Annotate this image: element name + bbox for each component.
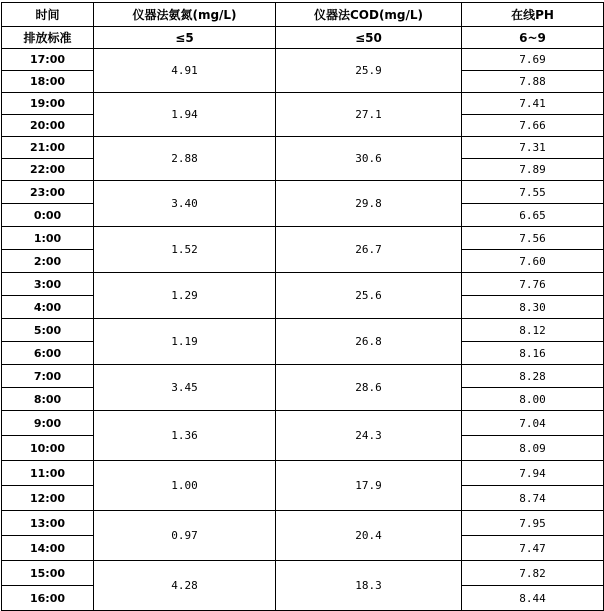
- cod-cell: 25.6: [276, 273, 462, 319]
- time-cell: 21:00: [2, 137, 94, 159]
- standard-ammonia: ≤5: [94, 27, 276, 49]
- ph-cell: 8.30: [462, 296, 604, 319]
- ph-cell: 8.44: [462, 586, 604, 611]
- ph-cell: 7.69: [462, 49, 604, 71]
- time-cell: 2:00: [2, 250, 94, 273]
- ph-cell: 7.89: [462, 159, 604, 181]
- ph-cell: 6.65: [462, 204, 604, 227]
- ammonia-cell: 1.00: [94, 461, 276, 511]
- time-cell: 17:00: [2, 49, 94, 71]
- time-cell: 13:00: [2, 511, 94, 536]
- ph-cell: 7.60: [462, 250, 604, 273]
- ammonia-cell: 3.45: [94, 365, 276, 411]
- ph-cell: 8.09: [462, 436, 604, 461]
- ph-cell: 7.76: [462, 273, 604, 296]
- time-cell: 14:00: [2, 536, 94, 561]
- ammonia-cell: 1.19: [94, 319, 276, 365]
- table-row: [2, 181, 604, 204]
- table-row: [2, 511, 604, 536]
- time-cell: 20:00: [2, 115, 94, 137]
- ph-cell: 8.12: [462, 319, 604, 342]
- time-cell: 22:00: [2, 159, 94, 181]
- time-cell: 4:00: [2, 296, 94, 319]
- time-cell: 1:00: [2, 227, 94, 250]
- table-body: [2, 3, 604, 611]
- ph-cell: 8.28: [462, 365, 604, 388]
- header-cod: 仪器法COD(mg/L): [276, 3, 462, 27]
- table-row: [2, 227, 604, 250]
- ph-cell: 8.16: [462, 342, 604, 365]
- time-cell: 7:00: [2, 365, 94, 388]
- table-row: [2, 93, 604, 115]
- ph-cell: 8.00: [462, 388, 604, 411]
- cod-cell: 20.4: [276, 511, 462, 561]
- time-cell: 6:00: [2, 342, 94, 365]
- ph-cell: 7.66: [462, 115, 604, 137]
- ammonia-cell: 0.97: [94, 511, 276, 561]
- header-ammonia: 仪器法氨氮(mg/L): [94, 3, 276, 27]
- ammonia-cell: 2.88: [94, 137, 276, 181]
- cod-cell: 26.8: [276, 319, 462, 365]
- table-row: [2, 137, 604, 159]
- table-row: [2, 461, 604, 486]
- time-cell: 5:00: [2, 319, 94, 342]
- header-time: 时间: [2, 3, 94, 27]
- ammonia-cell: 1.52: [94, 227, 276, 273]
- time-cell: 16:00: [2, 586, 94, 611]
- ph-cell: 7.55: [462, 181, 604, 204]
- header-ph: 在线PH: [462, 3, 604, 27]
- standard-cod: ≤50: [276, 27, 462, 49]
- table-row: [2, 365, 604, 388]
- time-cell: 3:00: [2, 273, 94, 296]
- ph-cell: 7.47: [462, 536, 604, 561]
- water-quality-table: [1, 2, 604, 611]
- time-cell: 0:00: [2, 204, 94, 227]
- ph-cell: 7.56: [462, 227, 604, 250]
- cod-cell: 28.6: [276, 365, 462, 411]
- time-cell: 15:00: [2, 561, 94, 586]
- table-row: [2, 273, 604, 296]
- ph-cell: 7.82: [462, 561, 604, 586]
- ammonia-cell: 3.40: [94, 181, 276, 227]
- standard-label: 排放标准: [2, 27, 94, 49]
- time-cell: 19:00: [2, 93, 94, 115]
- table-row: [2, 411, 604, 436]
- time-cell: 9:00: [2, 411, 94, 436]
- time-cell: 18:00: [2, 71, 94, 93]
- ammonia-cell: 1.94: [94, 93, 276, 137]
- ammonia-cell: 1.29: [94, 273, 276, 319]
- time-cell: 12:00: [2, 486, 94, 511]
- table-row: [2, 561, 604, 586]
- cod-cell: 27.1: [276, 93, 462, 137]
- ammonia-cell: 4.91: [94, 49, 276, 93]
- time-cell: 10:00: [2, 436, 94, 461]
- time-cell: 23:00: [2, 181, 94, 204]
- standard-row: [2, 27, 604, 49]
- ph-cell: 7.31: [462, 137, 604, 159]
- table-row: [2, 319, 604, 342]
- standard-ph: 6~9: [462, 27, 604, 49]
- ammonia-cell: 1.36: [94, 411, 276, 461]
- time-cell: 11:00: [2, 461, 94, 486]
- ph-cell: 8.74: [462, 486, 604, 511]
- ph-cell: 7.04: [462, 411, 604, 436]
- ph-cell: 7.94: [462, 461, 604, 486]
- time-cell: 8:00: [2, 388, 94, 411]
- ammonia-cell: 4.28: [94, 561, 276, 611]
- cod-cell: 18.3: [276, 561, 462, 611]
- cod-cell: 29.8: [276, 181, 462, 227]
- ph-cell: 7.41: [462, 93, 604, 115]
- cod-cell: 17.9: [276, 461, 462, 511]
- header-row: [2, 3, 604, 27]
- cod-cell: 26.7: [276, 227, 462, 273]
- cod-cell: 25.9: [276, 49, 462, 93]
- ph-cell: 7.95: [462, 511, 604, 536]
- table-row: [2, 49, 604, 71]
- ph-cell: 7.88: [462, 71, 604, 93]
- cod-cell: 24.3: [276, 411, 462, 461]
- cod-cell: 30.6: [276, 137, 462, 181]
